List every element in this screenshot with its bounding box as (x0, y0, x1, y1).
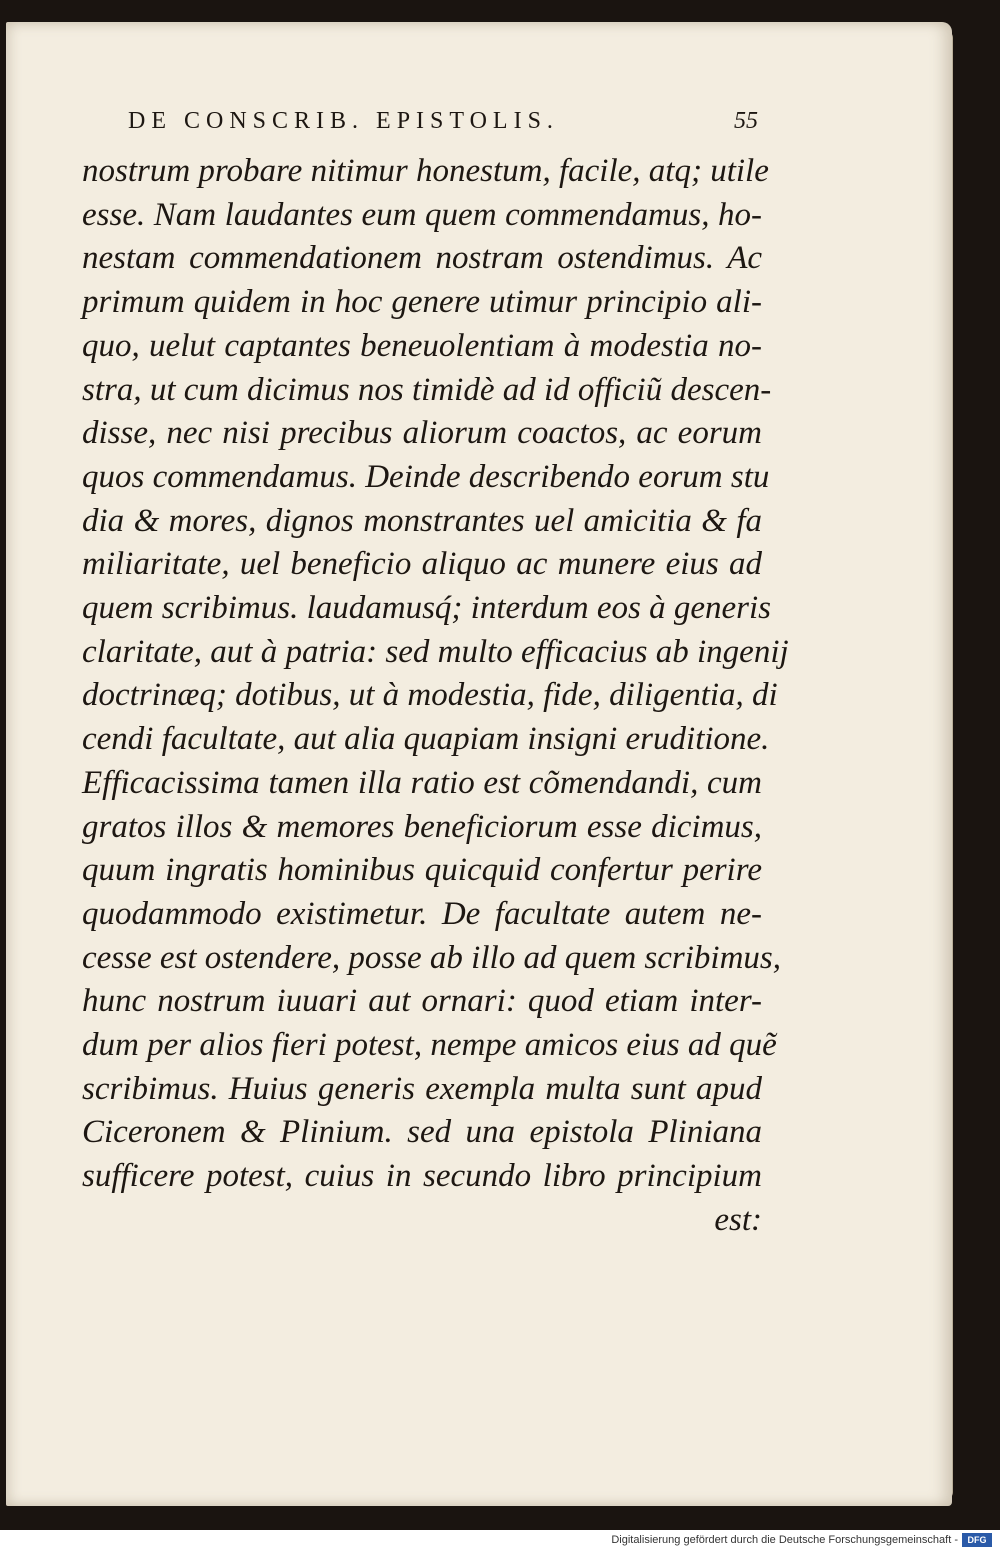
text-line: Ciceronem & Plinium. sed una epistola Pliniana (82, 1114, 762, 1151)
folio-number: 55 (734, 108, 758, 134)
text-line: primum quidem in hoc genere utimur principio ali- (82, 284, 762, 321)
text-line: hunc nostrum iuuari aut ornari: quod etiam inter- (82, 983, 762, 1020)
text-line: sufficere potest, cuius in secundo libro principium (82, 1158, 762, 1195)
text-line: dia & mores, dignos monstrantes uel amicitia & fa (82, 502, 762, 539)
text-line: scribimus. Huius generis exempla multa sunt apud (82, 1070, 762, 1107)
text-line: quos commendamus. Deinde describendo eorum stu (82, 458, 770, 495)
dfg-logo: DFG (962, 1533, 992, 1547)
text-line: disse, nec nisi precibus aliorum coactos, ac eorum (82, 415, 762, 452)
text-line: quem scribimus. laudamusq́; interdum eos à generis (82, 590, 771, 627)
text-line: dum per alios fieri potest, nempe amicos eius ad quẽ (82, 1027, 777, 1064)
text-line: quo, uelut captantes beneuolentiam à modestia no- (82, 327, 762, 364)
text-line: esse. Nam laudantes eum quem commendamus, ho- (82, 196, 762, 233)
footer-bar (0, 1531, 1000, 1551)
text-line: stra, ut cum dicimus nos timidè ad id officiũ descen- (82, 371, 772, 408)
text-line: gratos illos & memores beneficiorum esse dicimus, (82, 808, 762, 845)
text-line: quodammodo existimetur. De facultate autem ne- (82, 895, 762, 932)
text-line: miliaritate, uel beneficio aliquo ac munere eius ad (82, 546, 762, 583)
text-line: cesse est ostendere, posse ab illo ad quem scribimus, (82, 939, 782, 976)
running-title: DE CONSCRIB. EPISTOLIS. (128, 108, 559, 134)
running-header (128, 108, 758, 144)
text-line: Efficacissima tamen illa ratio est cõmendandi, cum (82, 764, 762, 801)
page-body-text (82, 150, 789, 1243)
text-line: claritate, aut à patria: sed multo efficacius ab ingenij (82, 633, 789, 670)
text-line: doctrinæq; dotibus, ut à modestia, fide, diligentia, di (82, 677, 778, 714)
text-line: quum ingratis hominibus quicquid confertur perire (82, 852, 762, 889)
funding-credit: Digitalisierung gefördert durch die Deutsche Forschungsgemeinschaft - (611, 1534, 958, 1546)
text-line: cendi facultate, aut alia quapiam insigni eruditione. (82, 721, 770, 758)
catchword: est: (714, 1201, 762, 1238)
text-line: nostrum probare nitimur honestum, facile, atq; utile (82, 153, 769, 189)
text-line: nestam commendationem nostram ostendimus. Ac (82, 240, 762, 277)
